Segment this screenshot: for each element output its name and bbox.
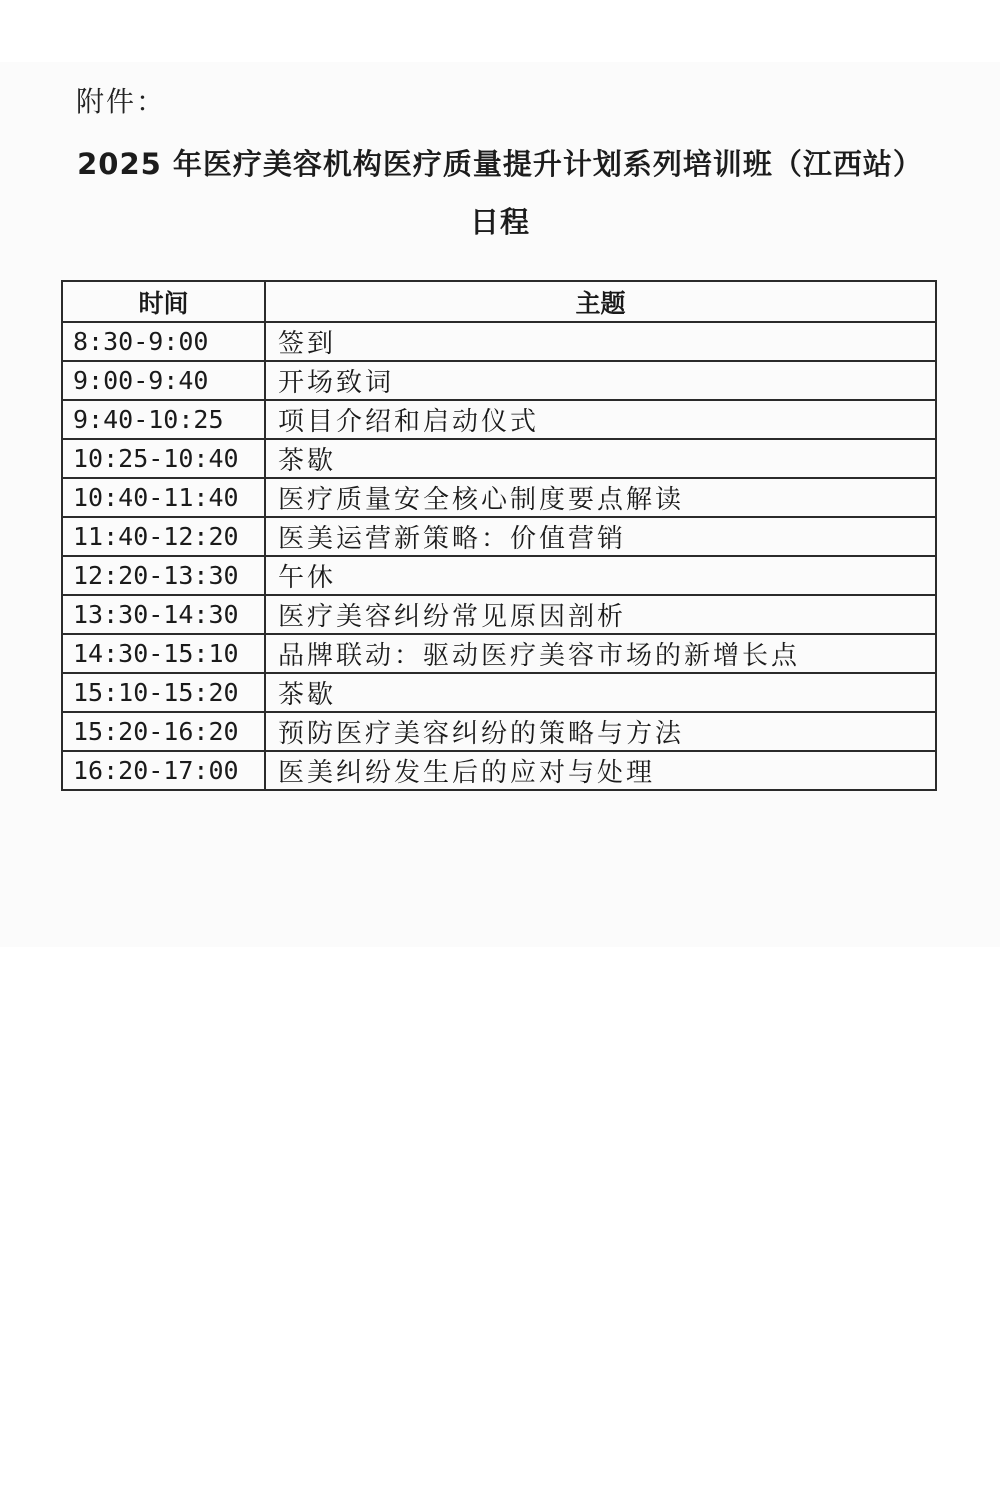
time-cell: 9:40-10:25 [62,400,265,439]
table-row [62,322,936,361]
time-cell: 13:30-14:30 [62,595,265,634]
table-row [62,400,936,439]
table-row [62,556,936,595]
time-cell: 12:20-13:30 [62,556,265,595]
topic-cell: 医疗质量安全核心制度要点解读 [265,478,936,517]
topic-cell: 医美运营新策略：价值营销 [265,517,936,556]
topic-cell: 医美纠纷发生后的应对与处理 [265,751,936,790]
time-cell: 16:20-17:00 [62,751,265,790]
table-row [62,595,936,634]
document-title: 2025 年医疗美容机构医疗质量提升计划系列培训班（江西站） [77,147,923,181]
time-cell: 15:10-15:20 [62,673,265,712]
time-cell: 11:40-12:20 [62,517,265,556]
column-header-time: 时间 [62,281,265,322]
topic-cell: 签到 [265,322,936,361]
time-cell: 9:00-9:40 [62,361,265,400]
topic-cell: 茶歇 [265,673,936,712]
table-row [62,751,936,790]
topic-cell: 品牌联动：驱动医疗美容市场的新增长点 [265,634,936,673]
column-header-topic: 主题 [265,281,936,322]
topic-cell: 开场致词 [265,361,936,400]
attachment-label: 附件： [76,85,167,118]
table-row [62,478,936,517]
topic-cell: 预防医疗美容纠纷的策略与方法 [265,712,936,751]
table-row [62,517,936,556]
table-row [62,673,936,712]
topic-cell: 项目介绍和启动仪式 [265,400,936,439]
table-row [62,712,936,751]
topic-cell: 午休 [265,556,936,595]
time-cell: 15:20-16:20 [62,712,265,751]
time-cell: 10:40-11:40 [62,478,265,517]
time-cell: 8:30-9:00 [62,322,265,361]
time-cell: 10:25-10:40 [62,439,265,478]
topic-cell: 茶歇 [265,439,936,478]
schedule-table [61,280,937,791]
table-row [62,634,936,673]
table-row [62,439,936,478]
table-row [62,361,936,400]
table-header-row [62,281,936,322]
time-cell: 14:30-15:10 [62,634,265,673]
topic-cell: 医疗美容纠纷常见原因剖析 [265,595,936,634]
document-subtitle: 日程 [469,205,530,239]
